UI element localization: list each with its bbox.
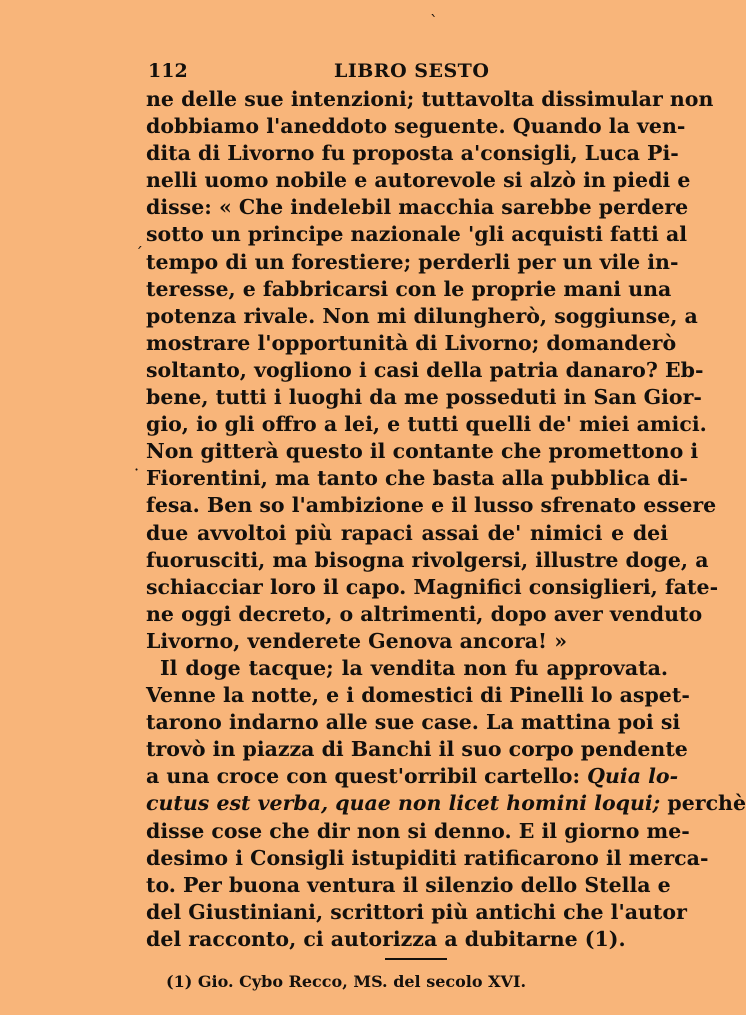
text-line: Il doge tacque; la vendita non fu approvata. [160, 655, 668, 680]
text-line: disse cose che dir non si denno. E il giorno me- [146, 818, 690, 843]
page-number: 112 [148, 60, 188, 82]
text-line: Fiorentini, ma tanto che basta alla pubblica di- [146, 466, 688, 491]
text-line: ne delle sue intenzioni; tuttavolta dissimular non [146, 87, 714, 111]
text-line [146, 763, 679, 790]
text-line: Non gitterà questo il contante che promettono i [146, 439, 699, 464]
text-line: tarono indarno alle sue case. La mattina poi si [146, 710, 681, 735]
latin-quote-start: Quia lo- [587, 764, 679, 789]
text-line: Venne la notte, e i domestici di Pinelli lo aspet- [146, 683, 690, 708]
text-line: Livorno, venderete Genova ancora! » [146, 628, 568, 653]
footnote-divider [385, 958, 447, 960]
page-header [148, 56, 528, 86]
text-line: soltanto, vogliono i casi della patria danaro? Eb- [146, 357, 704, 382]
text-line: ne oggi decreto, o altrimenti, dopo aver venduto [146, 601, 703, 626]
text-line: nelli uomo nobile e autorevole si alzò in piedi e [146, 168, 691, 193]
margin-mark: ˊ [135, 244, 143, 263]
text-line: del racconto, ci autorizza a dubitarne (1). [146, 926, 626, 951]
text-line: mostrare l'opportunità di Livorno; domanderò [146, 330, 677, 355]
text-line: tempo di un forestiere; perderli per un vile in- [146, 249, 679, 274]
text-segment: perchè [660, 791, 746, 816]
text-line: sotto un principe nazionale 'gli acquisti fatti al [146, 222, 688, 247]
paragraph-1 [146, 86, 719, 655]
text-line: potenza rivale. Non mi dilungherò, soggiunse, a [146, 303, 698, 328]
running-title: LIBRO SESTO [334, 60, 490, 82]
text-line [146, 790, 746, 817]
text-line: fuorusciti, ma bisogna rivolgersi, illustre doge, a [146, 547, 709, 572]
text-line: trovò in piazza di Banchi il suo corpo pendente [146, 737, 688, 762]
text-segment: a una croce con quest'orribil cartello: [146, 764, 588, 789]
margin-mark: ˋ [430, 12, 438, 31]
text-line: dita di Livorno fu proposta a'consigli, Luca Pi- [146, 141, 679, 166]
footnote: (1) Gio. Cybo Recco, MS. del secolo XVI. [166, 972, 527, 991]
paragraph-2 [146, 655, 746, 953]
text-line: to. Per buona ventura il silenzio dello Stella e [146, 872, 671, 897]
text-line: due avvoltoi più rapaci assai de' nimici e dei [146, 520, 668, 545]
text-line: bene, tutti i luoghi da me posseduti in San Gior- [146, 385, 702, 410]
text-line: del Giustiniani, scrittori più antichi che l'autor [146, 899, 687, 924]
text-line: gio, io gli offro a lei, e tutti quelli de' miei amici. [146, 412, 707, 437]
text-line: schiacciar loro il capo. Magnifici consiglieri, fate- [146, 574, 719, 599]
text-line: fesa. Ben so l'ambizione e il lusso sfrenato essere [146, 493, 717, 518]
text-line: disse: « Che indelebil macchia sarebbe perdere [146, 195, 689, 220]
body-text [146, 86, 746, 953]
text-line: dobbiamo l'aneddoto seguente. Quando la ven- [146, 114, 686, 139]
text-line: teresse, e fabbricarsi con le proprie mani una [146, 276, 672, 301]
text-line: desimo i Consigli istupiditi ratificarono il merca- [146, 845, 709, 870]
margin-mark: · [134, 460, 140, 479]
latin-quote-end: cutus est verba, quae non licet homini loqui; [146, 791, 661, 816]
